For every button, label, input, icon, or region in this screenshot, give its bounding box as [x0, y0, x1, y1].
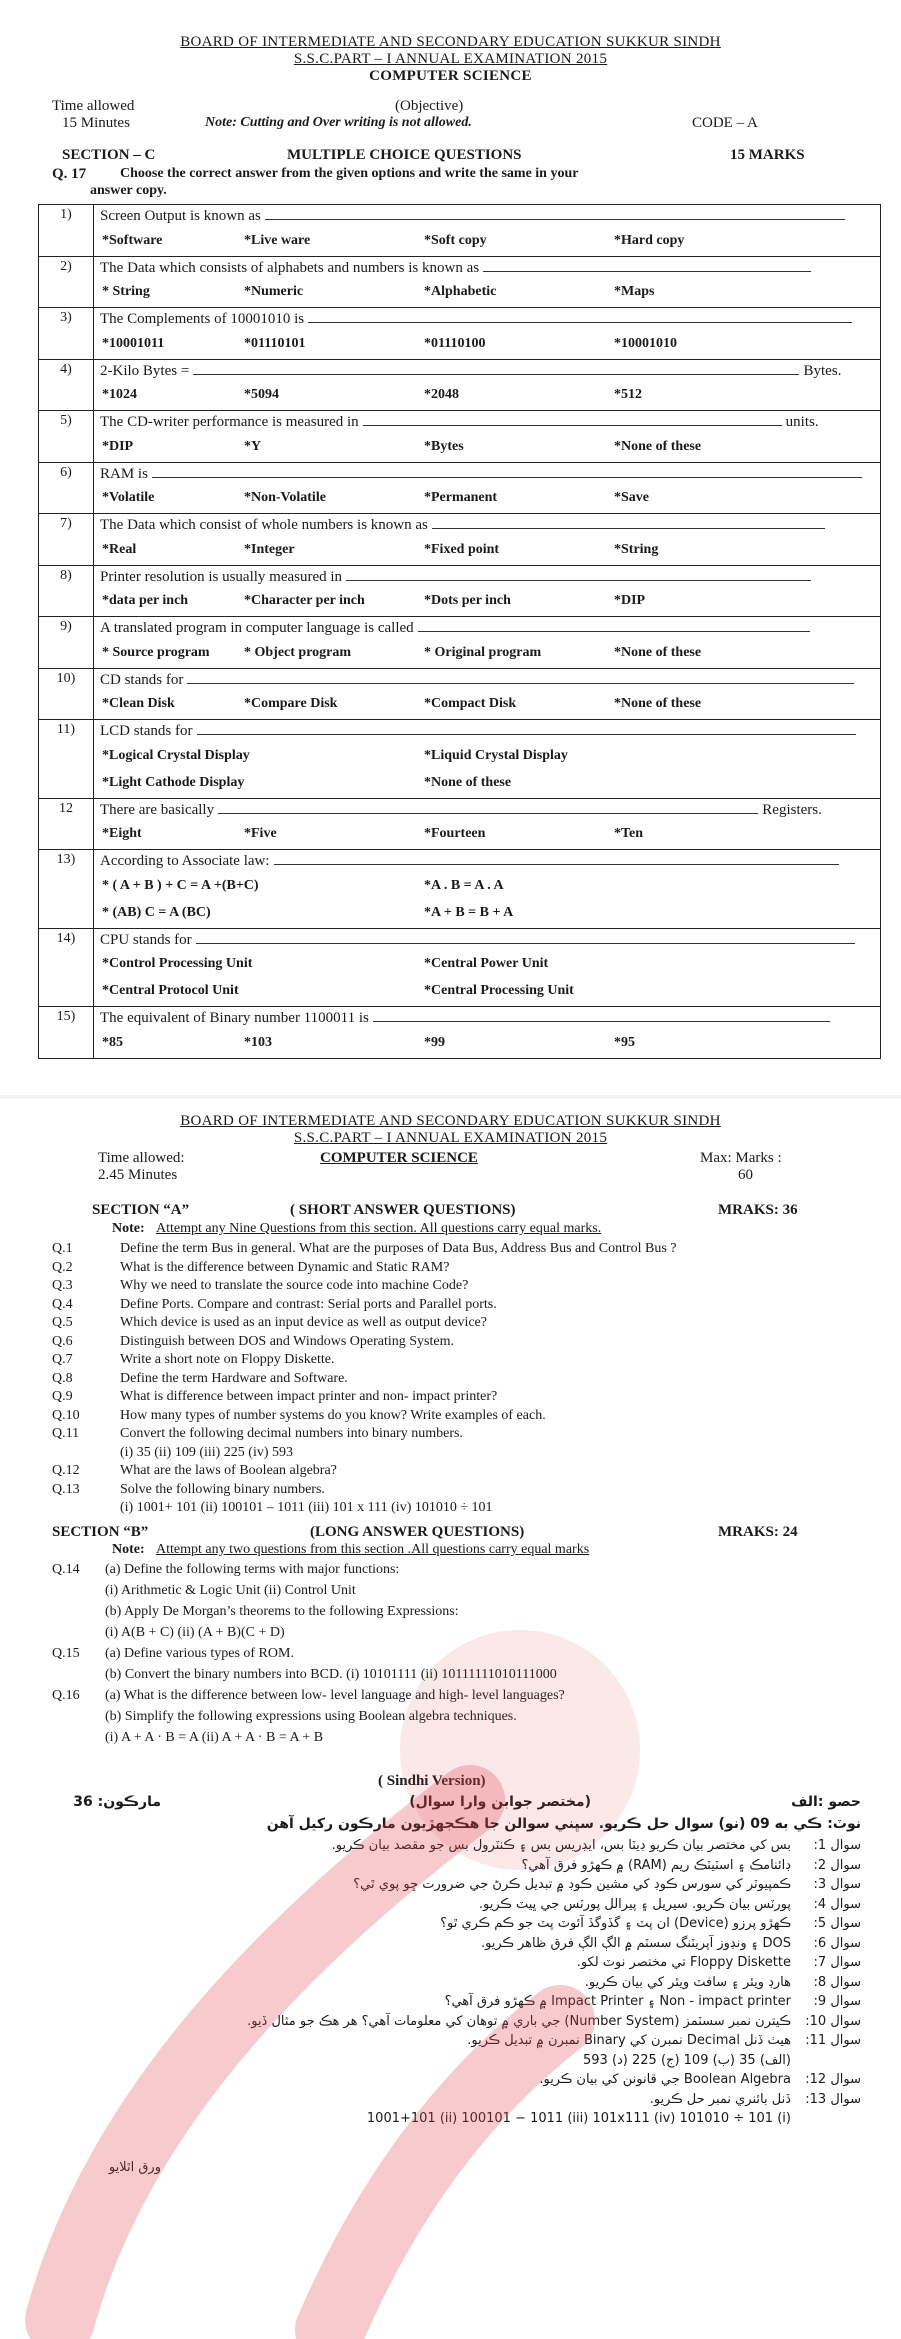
mcq-question-tail: units. — [785, 414, 819, 430]
answer-blank — [152, 465, 862, 478]
mcq-question-number: 8) — [39, 565, 94, 617]
question-text: Distinguish between DOS and Windows Operating System. — [120, 1333, 454, 1349]
question-number: Q.10 — [52, 1407, 80, 1423]
mcq-question-label: Printer resolution is usually measured in — [100, 568, 343, 585]
mcq-question-number: 4) — [39, 359, 94, 411]
sindhi-question-number: سوال 2: — [813, 1857, 861, 1873]
question-number: Q.13 — [52, 1481, 80, 1497]
sindhi-question-number: سوال 8: — [813, 1974, 861, 1990]
question-text: What are the laws of Boolean algebra? — [120, 1463, 337, 1478]
mcq-question-number: 13) — [39, 850, 94, 929]
question-text: (b) Apply De Morgan’s theorems to the following Expressions: — [105, 1604, 459, 1619]
sindhi-question-number: سوال 6: — [813, 1935, 861, 1951]
section-c-label: SECTION – C — [62, 147, 156, 163]
mcq-question-tail: Bytes. — [803, 362, 842, 379]
mcq-options-row — [39, 486, 881, 514]
question-number: Q.8 — [52, 1370, 73, 1386]
mcq-option: *Save — [614, 490, 649, 505]
mcq-option: *512 — [614, 387, 642, 402]
mcq-option: *A + B = B + A — [424, 904, 514, 920]
section-c-marks: 15 MARKS — [730, 147, 805, 163]
mcq-question-text — [94, 308, 881, 332]
mcq-question-number: 15) — [39, 1007, 94, 1059]
question-text: Write a short note on Floppy Diskette. — [120, 1352, 335, 1367]
mcq-question-text — [94, 514, 881, 538]
section-c-title: MULTIPLE CHOICE QUESTIONS — [287, 147, 522, 163]
question-number: Q.16 — [52, 1688, 80, 1703]
answer-blank — [197, 722, 856, 735]
mcq-option: *Fourteen — [424, 826, 486, 841]
mcq-question-label: CPU stands for — [100, 931, 192, 948]
section-a-note-label: Note: — [112, 1221, 145, 1236]
mcq-option: * ( A + B ) + C = A +(B+C) — [102, 877, 259, 893]
mcq-option: *99 — [424, 1034, 445, 1050]
sindhi-question-number: سوال 4: — [813, 1896, 861, 1912]
mcq-options-row — [39, 229, 881, 257]
mcq-question-number: 12 — [39, 798, 94, 850]
mcq-option: *Maps — [614, 284, 655, 299]
sindhi-question-text: (i) 1001+101 (ii) 100101 − 1011 (iii) 101x111 (iv) 101010 ÷ 101 — [366, 2111, 791, 2126]
mcq-question-text — [94, 565, 881, 589]
question-text: (a) Define the following terms with major functions: — [105, 1562, 400, 1577]
mcq-options-cell — [94, 874, 881, 901]
mcq-option: *None of these — [614, 696, 702, 711]
mcq-options-row — [39, 383, 881, 411]
mcq-option: *Dots per inch — [424, 593, 511, 608]
question-text: Why we need to translate the source code into machine Code? — [120, 1278, 469, 1293]
theory-exam-title: S.S.C.PART – I ANNUAL EXAMINATION 2015 — [293, 1130, 608, 1146]
instruction-line-2: answer copy. — [90, 183, 167, 198]
mcq-options-cell — [94, 538, 881, 566]
answer-blank — [308, 310, 852, 323]
question-text: (i) 35 (ii) 109 (iii) 225 (iv) 593 — [120, 1444, 294, 1460]
mcq-options-row — [39, 979, 881, 1007]
sindhi-question-text: (الف) 35 (ب) 109 (ج) 225 (د) 593 — [582, 2052, 791, 2068]
mcq-option: * String — [102, 284, 150, 299]
mcq-option: *Hard copy — [614, 232, 685, 248]
mcq-option: *10001011 — [102, 335, 165, 351]
question-number: Q.12 — [52, 1463, 80, 1478]
max-marks-value: 60 — [738, 1167, 753, 1183]
mcq-options-cell — [94, 952, 881, 979]
mcq-question-number: 10) — [39, 668, 94, 720]
mcq-question-text — [94, 668, 881, 692]
question-text: (i) Arithmetic & Logic Unit (ii) Control Unit — [105, 1583, 356, 1598]
answer-blank — [193, 362, 799, 375]
mcq-header — [0, 34, 901, 85]
mcq-option: *1024 — [102, 387, 137, 402]
mcq-question-number: 9) — [39, 617, 94, 669]
mcq-question-number: 5) — [39, 411, 94, 463]
mcq-option: *Live ware — [244, 232, 311, 248]
mcq-question-text — [94, 1007, 881, 1031]
sindhi-question-text: DOS ۽ ونڊوز آپريٽنگ سسٽم ۾ الڳ الڳ فرق ظاهر ڪريو. — [480, 1935, 791, 1951]
mcq-options-row — [39, 641, 881, 669]
mcq-question-row — [39, 256, 881, 280]
mcq-question-row — [39, 928, 881, 952]
mcq-options-row — [39, 822, 881, 850]
answer-blank — [373, 1009, 831, 1022]
question-text: How many types of number systems do you know? Write examples of each. — [120, 1407, 546, 1423]
mcq-question-text — [94, 205, 881, 229]
turn-over-note: ورق اٿلايو — [108, 2160, 161, 2175]
mcq-option: *Volatile — [102, 490, 155, 505]
theory-time-label: Time allowed: — [98, 1150, 185, 1166]
mcq-question-row — [39, 720, 881, 744]
mcq-options-cell — [94, 692, 881, 720]
q17-label: Q. 17 — [52, 166, 87, 182]
max-marks-label: Max: Marks : — [700, 1150, 782, 1166]
question-number: Q.7 — [52, 1352, 73, 1367]
mcq-option: *Bytes — [424, 438, 464, 454]
mcq-question-number: 7) — [39, 514, 94, 566]
mcq-option: *Software — [102, 232, 163, 248]
sindhi-question-number: سوال 9: — [813, 1994, 861, 2009]
mcq-question-label: 2-Kilo Bytes = — [100, 362, 190, 379]
mcq-option: *None of these — [614, 438, 702, 454]
mcq-options-row — [39, 744, 881, 771]
mcq-option: *10001010 — [614, 335, 677, 351]
mcq-option: *01110101 — [244, 335, 306, 351]
mcq-options-row — [39, 1031, 881, 1059]
mcq-options-cell — [94, 1031, 881, 1059]
mcq-option: * Original program — [424, 644, 542, 660]
question-text: What is difference between impact printer and non- impact printer? — [120, 1389, 498, 1404]
mcq-question-number: 11) — [39, 720, 94, 799]
mcq-question-row — [39, 668, 881, 692]
mcq-question-row — [39, 565, 881, 589]
sindhi-question-text: Floppy Diskette تي مختصر نوٽ لکو. — [576, 1955, 791, 1970]
question-number: Q.14 — [52, 1562, 80, 1577]
mcq-options-cell — [94, 280, 881, 308]
question-text: (i) A + A · B = A (ii) A + A · B = A + B — [105, 1730, 324, 1745]
theory-subject: COMPUTER SCIENCE — [320, 1150, 478, 1166]
mcq-options-row — [39, 332, 881, 360]
sindhi-question-text: Boolean Algebra جي قانونن کي بيان ڪريو. — [539, 2072, 791, 2087]
question-text: Define Ports. Compare and contrast: Serial ports and Parallel ports. — [120, 1296, 497, 1312]
mcq-question-tail: Registers. — [762, 801, 822, 818]
mcq-options-row — [39, 589, 881, 617]
mcq-option: *Control Processing Unit — [102, 956, 253, 971]
mcq-option: *Central Protocol Unit — [102, 983, 239, 998]
mcq-question-label: According to Associate law: — [100, 853, 270, 869]
board-title: BOARD OF INTERMEDIATE AND SECONDARY EDUCATION SUKKUR SINDH — [180, 34, 721, 50]
mcq-option: *Central Processing Unit — [424, 983, 574, 998]
mcq-options-cell — [94, 771, 881, 799]
sindhi-version-title: ( Sindhi Version) — [378, 1773, 486, 1789]
mcq-option: *Compact Disk — [424, 696, 517, 711]
mcq-question-text — [94, 617, 881, 641]
mcq-option: *Character per inch — [244, 593, 365, 608]
sindhi-question-text: ڏنل بائنري نمبر حل ڪريو. — [649, 2091, 791, 2107]
section-a-marks: MRAKS: 36 — [718, 1202, 798, 1218]
mcq-option: *None of these — [424, 774, 512, 790]
mcq-options-cell — [94, 383, 881, 411]
mcq-option: * Object program — [244, 644, 352, 660]
mcq-question-row — [39, 514, 881, 538]
answer-blank — [418, 619, 811, 632]
sindhi-question-number: سوال 3: — [813, 1877, 861, 1892]
mcq-question-text — [94, 798, 881, 822]
mcq-option: *95 — [614, 1034, 635, 1050]
section-b-marks: MRAKS: 24 — [718, 1524, 798, 1540]
mcq-question-label: Screen Output is known as — [100, 208, 261, 224]
mcq-question-text — [94, 411, 881, 435]
mcq-question-label: RAM is — [100, 465, 148, 482]
question-number: Q.2 — [52, 1259, 73, 1275]
mcq-question-text — [94, 850, 881, 874]
sindhi-marks: مارڪون: 36 — [73, 1794, 161, 1810]
question-text: Define the term Bus in general. What are the purposes of Data Bus, Address Bus and Control Bus ? — [120, 1241, 677, 1256]
mcq-question-row — [39, 308, 881, 332]
mcq-question-text — [94, 462, 881, 486]
question-number: Q.3 — [52, 1278, 73, 1293]
answer-blank — [218, 801, 758, 814]
sindhi-section-label: حصو :الف — [791, 1794, 861, 1810]
question-text: Define the term Hardware and Software. — [120, 1370, 348, 1386]
mcq-options-cell — [94, 822, 881, 850]
time-value: 15 Minutes — [62, 115, 130, 131]
sindhi-question-number: سوال 5: — [813, 1916, 861, 1931]
mcq-question-label: There are basically — [100, 801, 215, 818]
note-text: Note: Cutting and Over writing is not allowed. — [205, 115, 472, 130]
answer-blank — [432, 516, 825, 529]
mcq-question-row — [39, 411, 881, 435]
question-number: Q.9 — [52, 1389, 73, 1404]
mcq-option: *Fixed point — [424, 541, 500, 557]
answer-blank — [187, 671, 853, 684]
sindhi-question-number: سوال 1: — [813, 1838, 861, 1853]
mcq-option: *Compare Disk — [244, 696, 338, 711]
mcq-question-label: LCD stands for — [100, 723, 193, 739]
mcq-options-cell — [94, 979, 881, 1007]
code-label: CODE – A — [692, 115, 758, 131]
mcq-options-row — [39, 952, 881, 979]
mcq-options-cell — [94, 901, 881, 929]
sindhi-note: نوٽ: ڪي به 09 (نو) سوال حل ڪريو. سڀني سوالن جا هڪجهڙيون مارڪون رکيل آهن — [266, 1816, 861, 1832]
mcq-question-number: 1) — [39, 205, 94, 257]
question-number: Q.6 — [52, 1333, 73, 1349]
mcq-question-row — [39, 850, 881, 874]
answer-blank — [346, 568, 811, 581]
mcq-question-text — [94, 720, 881, 744]
time-allowed-label: Time allowed — [52, 98, 135, 114]
sindhi-question-number: سوال 7: — [813, 1955, 861, 1970]
mcq-options-row — [39, 901, 881, 929]
answer-blank — [363, 413, 782, 426]
sindhi-question-number: سوال 12: — [805, 2072, 861, 2087]
mcq-option: *Real — [102, 541, 137, 557]
mcq-option: *Ten — [614, 826, 644, 841]
mcq-options-cell — [94, 486, 881, 514]
mcq-options-row — [39, 874, 881, 901]
objective-label: (Objective) — [395, 98, 464, 114]
sindhi-question-text: هيٺ ڏنل Decimal نمبرن کي Binary نمبرن ۾ تبديل ڪريو. — [467, 2033, 791, 2048]
mcq-question-label: The Data which consists of alphabets and numbers is known as — [100, 259, 480, 276]
mcq-question-row — [39, 462, 881, 486]
mcq-question-row — [39, 359, 881, 383]
mcq-option: * (AB) C = A (BC) — [102, 904, 211, 920]
mcq-option: *Non-Volatile — [244, 490, 326, 505]
mcq-option: *Liquid Crystal Display — [424, 747, 568, 763]
question-number: Q.1 — [52, 1241, 73, 1256]
answer-blank — [196, 931, 855, 944]
mcq-option: *01110100 — [424, 335, 486, 351]
question-text: Convert the following decimal numbers into binary numbers. — [120, 1426, 463, 1441]
section-a-label: SECTION “A” — [92, 1202, 190, 1218]
mcq-question-label: The Complements of 10001010 is — [100, 311, 305, 327]
section-a-note: Attempt any Nine Questions from this section. All questions carry equal marks. — [156, 1221, 602, 1236]
mcq-options-cell — [94, 641, 881, 669]
section-b-note: Attempt any two questions from this section .All questions carry equal marks — [156, 1542, 590, 1557]
mcq-question-number: 2) — [39, 256, 94, 308]
mcq-option: *String — [614, 541, 659, 557]
mcq-option: *None of these — [614, 644, 702, 660]
question-text: (a) Define various types of ROM. — [105, 1646, 294, 1661]
subject-title: COMPUTER SCIENCE — [369, 68, 532, 84]
section-b-title: (LONG ANSWER QUESTIONS) — [310, 1524, 525, 1540]
mcq-question-label: The CD-writer performance is measured in — [100, 414, 359, 430]
sindhi-question-text: پورٽس بيان ڪريو. سيريل ۽ پيرالل پورٽس جي ڀيٽ ڪريو. — [478, 1896, 791, 1912]
question-number: Q.15 — [52, 1646, 80, 1661]
exam-title: S.S.C.PART – I ANNUAL EXAMINATION 2015 — [293, 51, 608, 67]
mcq-option: *2048 — [424, 387, 459, 402]
mcq-option: *Alphabetic — [424, 284, 497, 299]
mcq-options-row — [39, 435, 881, 463]
theory-board-title: BOARD OF INTERMEDIATE AND SECONDARY EDUCATION SUKKUR SINDH — [180, 1113, 721, 1129]
section-a-title: ( SHORT ANSWER QUESTIONS) — [290, 1202, 516, 1218]
question-text: (i) A(B + C) (ii) (A + B)(C + D) — [105, 1625, 285, 1640]
question-text: Solve the following binary numbers. — [120, 1481, 325, 1497]
mcq-option: *Logical Crystal Display — [102, 747, 250, 763]
sindhi-question-number: سوال 13: — [805, 2091, 861, 2107]
mcq-question-text — [94, 256, 881, 280]
question-text: (b) Convert the binary numbers into BCD. (i) 10101111 (ii) 10111111010111000 — [105, 1667, 557, 1682]
question-text: What is the difference between Dynamic and Static RAM? — [120, 1259, 450, 1275]
sindhi-question-text: Non - impact printer ۽ Impact Printer ۾ ڪهڙو فرق آهي؟ — [444, 1994, 791, 2009]
mcq-option: *DIP — [614, 593, 646, 608]
mcq-option: *Permanent — [424, 490, 498, 505]
mcq-options-cell — [94, 744, 881, 771]
section-b-note-label: Note: — [112, 1542, 145, 1557]
mcq-options-row — [39, 280, 881, 308]
section-b-label: SECTION “B” — [52, 1524, 149, 1540]
mcq-table — [38, 204, 881, 1059]
answer-blank — [483, 259, 811, 272]
answer-blank — [274, 852, 840, 865]
mcq-question-row — [39, 617, 881, 641]
mcq-options-cell — [94, 229, 881, 257]
page-divider — [0, 1095, 901, 1099]
question-text: (a) What is the difference between low- level language and high- level languages? — [105, 1688, 565, 1703]
mcq-question-label: The Data which consist of whole numbers is known as — [100, 517, 428, 533]
mcq-option: *A . B = A . A — [424, 877, 504, 893]
question-number: Q.5 — [52, 1315, 73, 1330]
mcq-question-label: The equivalent of Binary number 1100011 is — [100, 1010, 369, 1026]
sindhi-question-text: ڪمپيوٽر کي سورس ڪوڊ کي مشين ڪوڊ ۾ تبديل ڪرڻ جي ضرورت ڇو پوي ٿي؟ — [353, 1877, 791, 1892]
instruction-line-1: Choose the correct answer from the given options and write the same in your — [120, 166, 579, 181]
mcq-option: *DIP — [102, 438, 134, 454]
theory-header — [0, 1113, 901, 1147]
mcq-question-label: CD stands for — [100, 671, 184, 688]
sindhi-question-text: بس کي مختصر بيان ڪريو ڊيٽا بس، ايڊريس بس ۽ ڪنٽرول بس جو مقصد بيان ڪريو. — [331, 1838, 791, 1853]
mcq-option: *Soft copy — [424, 232, 487, 248]
mcq-question-label: A translated program in computer language is called — [100, 620, 414, 636]
mcq-question-text — [94, 359, 881, 383]
mcq-option: *Five — [244, 826, 277, 841]
mcq-option: *Clean Disk — [102, 696, 175, 711]
mcq-options-row — [39, 538, 881, 566]
mcq-options-cell — [94, 589, 881, 617]
sindhi-question-text: ڊائنامڪ ۽ اسٽيٽڪ ريم (RAM) ۾ ڪهڙو فرق آهي؟ — [521, 1857, 791, 1873]
mcq-question-number: 6) — [39, 462, 94, 514]
sindhi-question-text: ڪهڙو پرزو (Device) ان پٽ ۽ گڏوگڏ آئوٽ پٽ جو ڪم ڪري ٿو؟ — [440, 1916, 791, 1931]
mcq-option: *103 — [244, 1034, 272, 1050]
mcq-option: *Integer — [244, 541, 295, 557]
question-text: Which device is used as an input device as well as output device? — [120, 1315, 487, 1330]
sindhi-question-text: ڪيترن نمبر سسٽمز (Number System) جي باري ۾ توهان کي معلومات آهي؟ هر هڪ جو مثال ڏيو. — [247, 2013, 791, 2029]
mcq-question-number: 14) — [39, 928, 94, 1007]
mcq-question-number: 3) — [39, 308, 94, 360]
mcq-options-row — [39, 692, 881, 720]
theory-time-value: 2.45 Minutes — [98, 1167, 178, 1183]
mcq-option: *85 — [102, 1034, 123, 1050]
sindhi-question-number: سوال 10: — [805, 2013, 861, 2029]
mcq-option: *data per inch — [102, 593, 189, 608]
sindhi-question-number: سوال 11: — [805, 2033, 861, 2048]
mcq-question-row — [39, 1007, 881, 1031]
mcq-option: *5094 — [244, 387, 279, 402]
mcq-option: *Central Power Unit — [424, 956, 549, 971]
mcq-options-cell — [94, 332, 881, 360]
mcq-option: *Eight — [102, 826, 142, 841]
mcq-option: *Numeric — [244, 284, 304, 299]
mcq-options-cell — [94, 435, 881, 463]
sindhi-section-title: (مختصر جوابن وارا سوال) — [409, 1794, 591, 1810]
mcq-option: * Source program — [102, 644, 210, 660]
question-text: (b) Simplify the following expressions using Boolean algebra techniques. — [105, 1709, 517, 1724]
question-text: (i) 1001+ 101 (ii) 100101 – 1011 (iii) 101 x 111 (iv) 101010 ÷ 101 — [120, 1500, 493, 1515]
mcq-question-row — [39, 205, 881, 229]
answer-blank — [265, 207, 845, 220]
sindhi-question-text: هارڊ ويئر ۽ سافٽ ويئر کي بيان ڪريو. — [584, 1974, 791, 1990]
mcq-options-row — [39, 771, 881, 799]
question-number: Q.11 — [52, 1426, 80, 1441]
mcq-question-row — [39, 798, 881, 822]
mcq-question-text — [94, 928, 881, 952]
mcq-option: *Y — [244, 438, 262, 454]
mcq-option: *Light Cathode Display — [102, 774, 245, 790]
question-number: Q.4 — [52, 1296, 73, 1312]
